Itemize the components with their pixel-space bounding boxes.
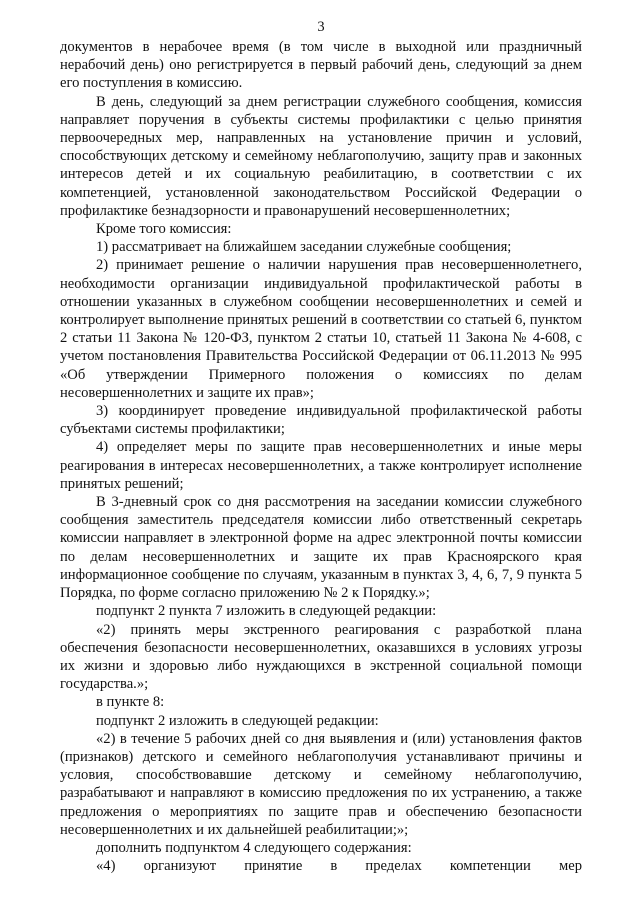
paragraph-subclause-2-point-8: подпункт 2 изложить в следующей редакции: (96, 712, 379, 729)
quoted-subclause-2-point-7: «2) принять меры экстренного реагирования с разработкой плана обеспечения безопасности несовершеннолетних, оказавшихся в условиях угрозы их жизни и здоровью либо нуждающихся в экстренной социальной помощи государства.»; (60, 621, 582, 693)
paragraph-commission-also: Кроме того комиссия: (96, 221, 232, 238)
paragraph-in-point-8: в пункте 8: (96, 694, 165, 711)
list-item-2: 2) принимает решение о наличии нарушения прав несовершеннолетнего, необходимости организации индивидуальной профилактической работы в отношении указанных в служебном сообщении несовершеннолетних и семей и контролирует выполнение принятых решений в соответствии со статьей 6, пунктом 2 статьи 11 Закона № 120-ФЗ, пунктом 2 статьи 10, статьей 11 Закона № 4-608, с учетом постановления Правительства Российской Федерации от 06.11.2013 № 995 «Об утверждении Примерного положения о комиссиях по делам несовершеннолетних и защите их прав»; (60, 257, 582, 401)
paragraph-add-subclause-4: дополнить подпунктом 4 следующего содержания: (96, 839, 412, 856)
page-number: 3 (317, 19, 325, 35)
quoted-subclause-2-point-8: «2) в течение 5 рабочих дней со дня выявления и (или) установления фактов (признаков) детского и семейного неблагополучия устанавливают причины и условия, способствовавшие детскому и семейному неблагополучию, разрабатывают и направляют в комиссию предложения по их устранению, а также предложения о мероприятиях по защите прав и обеспечению безопасности несовершеннолетних и их дальнейшей реабилитации;»; (60, 730, 582, 838)
paragraph-registration-continued: документов в нерабочее время (в том числе в выходной или праздничный нерабочий день) оно регистрируется в первый рабочий день, следующий за днем его поступления в комиссию. (60, 39, 582, 92)
quoted-subclause-4-start: «4) организуют принятие в пределах компетенции мер (96, 858, 582, 875)
list-item-1: 1) рассматривает на ближайшем заседании служебные сообщения; (96, 239, 512, 256)
list-item-4: 4) определяет меры по защите прав несовершеннолетних и иные меры реагирования в интересах несовершеннолетних, а также контролирует исполнение принятых решений; (60, 439, 582, 492)
paragraph-subclause-2-point-7: подпункт 2 пункта 7 изложить в следующей редакции: (96, 603, 437, 620)
list-item-3: 3) координирует проведение индивидуальной профилактической работы субъектами системы профилактики; (60, 403, 582, 438)
paragraph-three-day-term: В 3-дневный срок со дня рассмотрения на заседании комиссии служебного сообщения заместитель председателя комиссии либо ответственный секретарь комиссии направляет в электронной форме на адрес электронной почты комиссии по делам несовершеннолетних и защите их прав Красноярского края информационное сообщение по случаям, указанным в пунктах 3, 4, 6, 7, 9 пункта 5 Порядка, по форме согласно приложению № 2 к Порядку.»; (60, 494, 582, 602)
paragraph-commission-instructions: В день, следующий за днем регистрации служебного сообщения, комиссия направляет поручения в субъекты системы профилактики с целью принятия первоочередных мер, направленных на установление причин и условий, способствующих детскому и семейному неблагополучию, защиту прав и законных интересов детей и их социальную реабилитацию, в соответствии с их компетенцией, установленной законодательством Российской Федерации о профилактике безнадзорности и правонарушений несовершеннолетних; (60, 93, 582, 219)
